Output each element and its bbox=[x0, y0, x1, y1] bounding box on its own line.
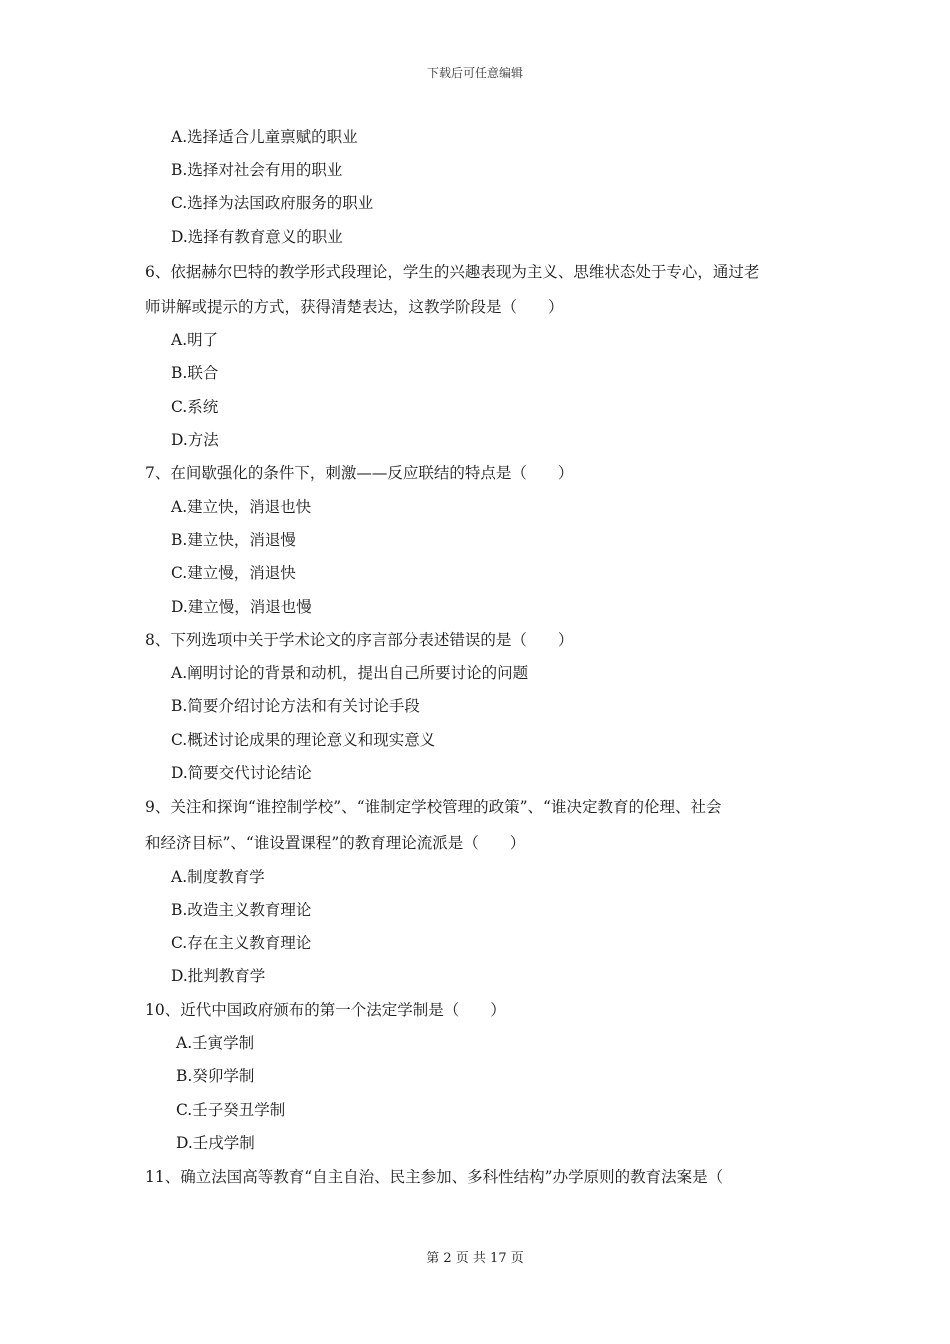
q9-stem-line2: 和经济目标”、“谁设置课程”的教育理论流派是（ ） bbox=[145, 834, 526, 852]
q7-stem: 7、在间歇强化的条件下，刺激——反应联结的特点是（ ） bbox=[145, 464, 574, 482]
q8-option-c: C.概述讨论成果的理论意义和现实意义 bbox=[171, 731, 436, 749]
q6-stem-line1: 6、依据赫尔巴特的教学形式段理论，学生的兴趣表现为主义、思维状态处于专心，通过老 bbox=[145, 263, 760, 281]
q10-option-c: C.壬子癸丑学制 bbox=[176, 1101, 286, 1119]
q6-option-b: B.联合 bbox=[171, 364, 219, 382]
q9-option-a: A.制度教育学 bbox=[171, 868, 265, 886]
q8-option-b: B.简要介绍讨论方法和有关讨论手段 bbox=[171, 697, 420, 715]
q5-option-c: C.选择为法国政府服务的职业 bbox=[171, 194, 374, 212]
q8-stem: 8、下列选项中关于学术论文的序言部分表述错误的是（ ） bbox=[145, 631, 574, 649]
q8-option-a: A.阐明讨论的背景和动机，提出自己所要讨论的问题 bbox=[171, 664, 529, 682]
q10-option-b: B.癸卯学制 bbox=[176, 1067, 255, 1085]
q6-option-d: D.方法 bbox=[171, 431, 219, 449]
q5-option-a: A.选择适合儿童禀赋的职业 bbox=[171, 128, 358, 146]
q10-option-a: A.壬寅学制 bbox=[176, 1034, 255, 1052]
q6-option-a: A.明了 bbox=[171, 331, 219, 349]
q10-stem: 10、近代中国政府颁布的第一个法定学制是（ ） bbox=[145, 1001, 506, 1019]
q5-option-d: D.选择有教育意义的职业 bbox=[171, 228, 343, 246]
q9-option-b: B.改造主义教育理论 bbox=[171, 901, 312, 919]
q9-option-d: D.批判教育学 bbox=[171, 967, 266, 985]
q5-option-b: B.选择对社会有用的职业 bbox=[171, 161, 343, 179]
q8-option-d: D.简要交代讨论结论 bbox=[171, 764, 312, 782]
q6-option-c: C.系统 bbox=[171, 398, 219, 416]
page-number: 第 2 页 共 17 页 bbox=[426, 1251, 524, 1266]
q11-stem: 11、确立法国高等教育“自主自治、民主参加、多科性结构”办学原则的教育法案是（ bbox=[145, 1168, 724, 1186]
q7-option-c: C.建立慢，消退快 bbox=[171, 564, 296, 582]
q7-option-a: A.建立快，消退也快 bbox=[171, 498, 312, 516]
q9-stem-line1: 9、关注和探询“谁控制学校”、“谁制定学校管理的政策”、“谁决定教育的伦理、社会 bbox=[145, 798, 722, 816]
q7-option-b: B.建立快，消退慢 bbox=[171, 531, 296, 549]
q9-option-c: C.存在主义教育理论 bbox=[171, 934, 312, 952]
q6-stem-line2: 师讲解或提示的方式，获得清楚表达，这教学阶段是（ ） bbox=[145, 298, 564, 316]
q10-option-d: D.壬戌学制 bbox=[176, 1134, 255, 1152]
q7-option-d: D.建立慢，消退也慢 bbox=[171, 598, 312, 616]
page-header: 下载后可任意编辑 bbox=[426, 66, 523, 80]
